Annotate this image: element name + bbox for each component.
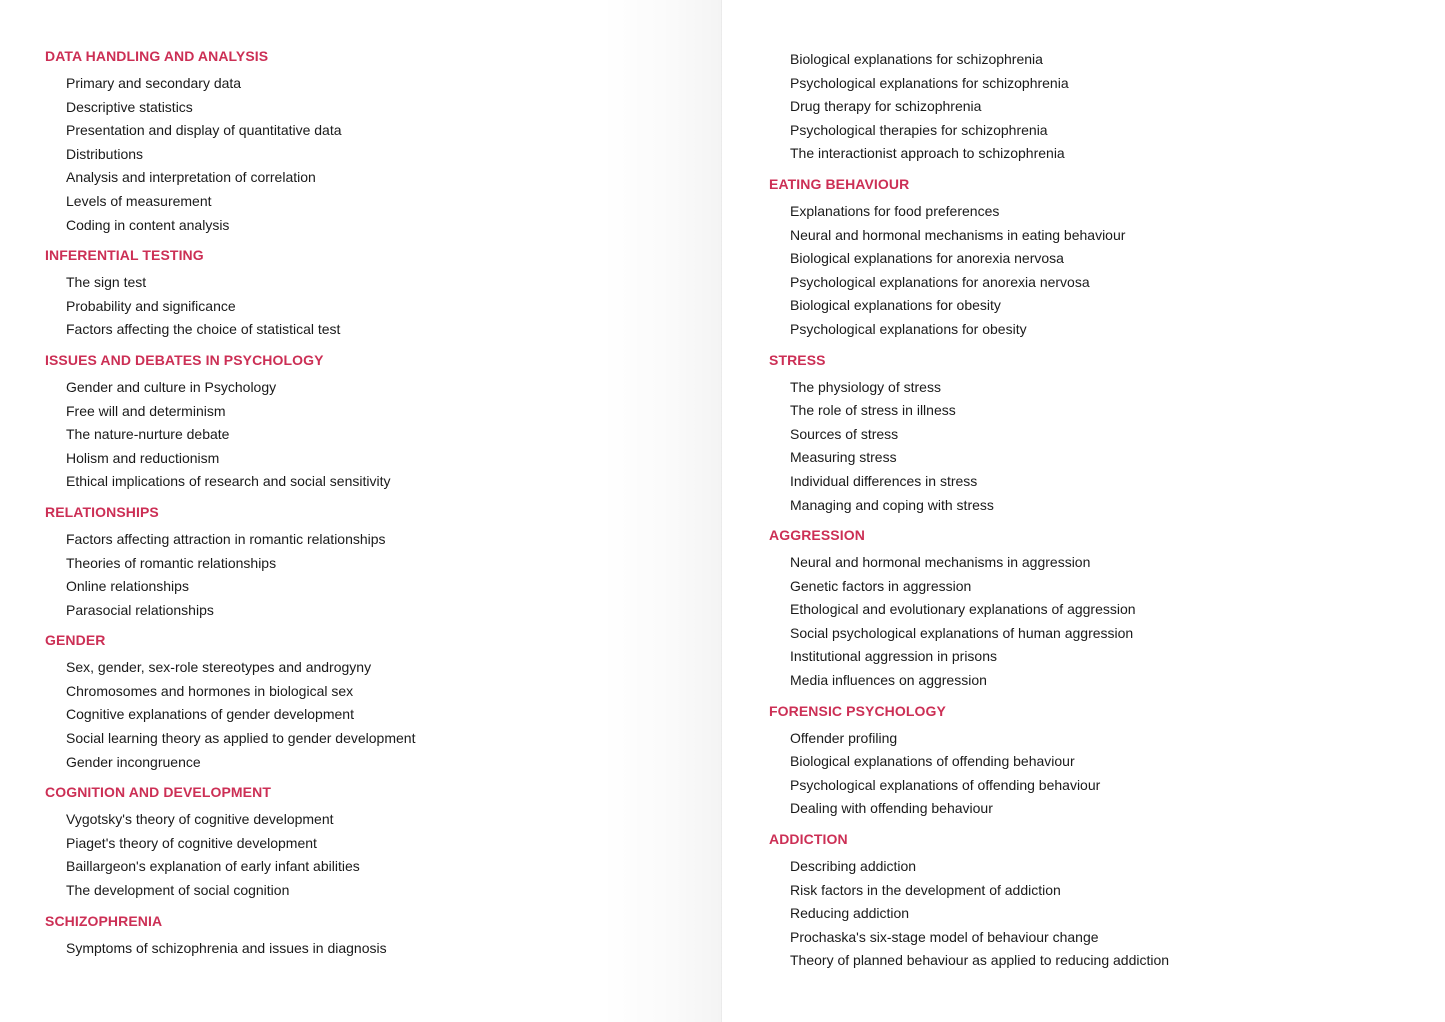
topic-item: Biological explanations for schizophrenia: [790, 51, 1043, 67]
topic-item: Psychological explanations for schizophrenia: [790, 74, 1069, 91]
section-heading: FORENSIC PSYCHOLOGY: [769, 702, 946, 719]
section-gender: [45, 632, 722, 774]
topic-item: Risk factors in the development of addiction: [790, 881, 1061, 898]
topic-item: Social learning theory as applied to gender development: [66, 730, 416, 747]
section-schizophrenia: [45, 913, 722, 961]
topic-list: [45, 808, 722, 902]
topic-item: Individual differences in stress: [790, 472, 978, 489]
section-inferential-testing: [45, 247, 722, 342]
topic-item: Managing and coping with stress: [790, 496, 994, 513]
continued-topic-list: [769, 48, 1445, 166]
topic-item: Cognitive explanations of gender development: [66, 706, 354, 723]
topic-item: Factors affecting the choice of statistical test: [66, 321, 341, 338]
topic-item: Chromosomes and hormones in biological sex: [66, 682, 354, 699]
topic-list: [45, 72, 722, 237]
section-heading: AGGRESSION: [769, 527, 865, 544]
topic-item: Neural and hormonal mechanisms in eating behaviour: [790, 226, 1126, 243]
topic-item: Offender profiling: [790, 729, 898, 746]
topic-item: Drug therapy for schizophrenia: [790, 98, 982, 115]
topic-item: Descriptive statistics: [66, 98, 193, 115]
topic-item: Gender incongruence: [66, 753, 201, 770]
topic-item: Psychological explanations for anorexia nervosa: [790, 273, 1090, 290]
topic-item: Describing addiction: [790, 858, 917, 875]
section-relationships: [45, 504, 722, 622]
section-forensic-psychology: [769, 703, 1445, 821]
section-heading: EATING BEHAVIOUR: [769, 175, 910, 192]
topic-item: Psychological explanations of offending behaviour: [790, 776, 1101, 793]
topic-item: Free will and determinism: [66, 402, 226, 419]
topic-item: Social psychological explanations of human aggression: [790, 624, 1134, 641]
right-page: [722, 0, 1445, 1022]
topic-list: [45, 656, 722, 774]
topic-item: Measuring stress: [790, 449, 897, 466]
section-aggression: [769, 527, 1445, 693]
topic-item: Genetic factors in aggression: [790, 577, 972, 594]
section-stress: [769, 352, 1445, 518]
section-eating-behaviour: [769, 176, 1445, 342]
topic-item: Ethical implications of research and social sensitivity: [66, 473, 391, 490]
topic-item: The role of stress in illness: [790, 402, 956, 419]
section-heading: DATA HANDLING AND ANALYSIS: [45, 48, 269, 64]
topic-item: Vygotsky's theory of cognitive development: [66, 811, 334, 828]
section-heading: INFERENTIAL TESTING: [45, 247, 204, 264]
topic-list: [769, 727, 1445, 821]
topic-item: The physiology of stress: [790, 378, 941, 395]
topic-item: Piaget's theory of cognitive development: [66, 834, 317, 851]
topic-item: Media influences on aggression: [790, 672, 987, 689]
topic-list: [769, 855, 1445, 973]
topic-item: Biological explanations for anorexia nervosa: [790, 250, 1064, 267]
topic-item: Sources of stress: [790, 425, 899, 442]
topic-item: Levels of measurement: [66, 192, 212, 209]
topic-item: Theories of romantic relationships: [66, 554, 277, 571]
topic-item: Factors affecting attraction in romantic relationships: [66, 530, 386, 547]
section-issues-and-debates-in-psychology: [45, 352, 722, 494]
section-heading: STRESS: [769, 351, 826, 368]
section-heading: ADDICTION: [769, 831, 848, 848]
topic-item: Analysis and interpretation of correlation: [66, 169, 316, 186]
topic-item: Parasocial relationships: [66, 601, 214, 618]
topic-item: Probability and significance: [66, 297, 236, 314]
topic-item: Dealing with offending behaviour: [790, 800, 993, 817]
section-heading: GENDER: [45, 632, 106, 649]
section-data-handling-and-analysis: [45, 48, 722, 237]
topic-item: The nature-nurture debate: [66, 426, 230, 443]
topic-item: Presentation and display of quantitative data: [66, 122, 342, 139]
topic-item: Explanations for food preferences: [790, 202, 1000, 219]
topic-item: Sex, gender, sex-role stereotypes and androgyny: [66, 659, 372, 676]
topic-item: Biological explanations for obesity: [790, 297, 1001, 314]
topic-item: The interactionist approach to schizophrenia: [790, 145, 1065, 162]
topic-item: Online relationships: [66, 578, 189, 595]
section-heading: RELATIONSHIPS: [45, 503, 159, 520]
topic-item: Biological explanations of offending behaviour: [790, 753, 1075, 770]
topic-item: The development of social cognition: [66, 882, 290, 899]
topic-item: Neural and hormonal mechanisms in aggression: [790, 554, 1091, 571]
topic-item: Theory of planned behaviour as applied to reducing addiction: [790, 952, 1170, 969]
topic-item: The sign test: [66, 274, 147, 291]
topic-item: Ethological and evolutionary explanations of aggression: [790, 601, 1136, 618]
topic-item: Gender and culture in Psychology: [66, 378, 277, 395]
section-heading: ISSUES AND DEBATES IN PSYCHOLOGY: [45, 351, 324, 368]
topic-item: Primary and secondary data: [66, 75, 242, 91]
left-page: [0, 0, 722, 1022]
section-addiction: [769, 831, 1445, 973]
topic-item: Psychological explanations for obesity: [790, 320, 1027, 337]
topic-item: Prochaska's six-stage model of behaviour change: [790, 928, 1099, 945]
topic-item: Psychological therapies for schizophrenia: [790, 121, 1048, 138]
topic-list: [45, 376, 722, 494]
section-heading: COGNITION AND DEVELOPMENT: [45, 784, 271, 801]
topic-item: Institutional aggression in prisons: [790, 648, 998, 665]
topic-list: [769, 551, 1445, 693]
topic-item: Holism and reductionism: [66, 449, 220, 466]
topic-item: Distributions: [66, 145, 144, 162]
section-heading: SCHIZOPHRENIA: [45, 912, 163, 929]
section-cognition-and-development: [45, 784, 722, 902]
topic-item: Reducing addiction: [790, 905, 910, 922]
topic-item: Coding in content analysis: [66, 216, 230, 233]
topic-list: [45, 271, 722, 342]
topic-list: [769, 200, 1445, 342]
topic-list: [45, 937, 722, 961]
topic-list: [769, 376, 1445, 518]
topic-list: [45, 528, 722, 622]
topic-item: Symptoms of schizophrenia and issues in diagnosis: [66, 939, 387, 956]
topic-item: Baillargeon's explanation of early infant abilities: [66, 858, 360, 875]
